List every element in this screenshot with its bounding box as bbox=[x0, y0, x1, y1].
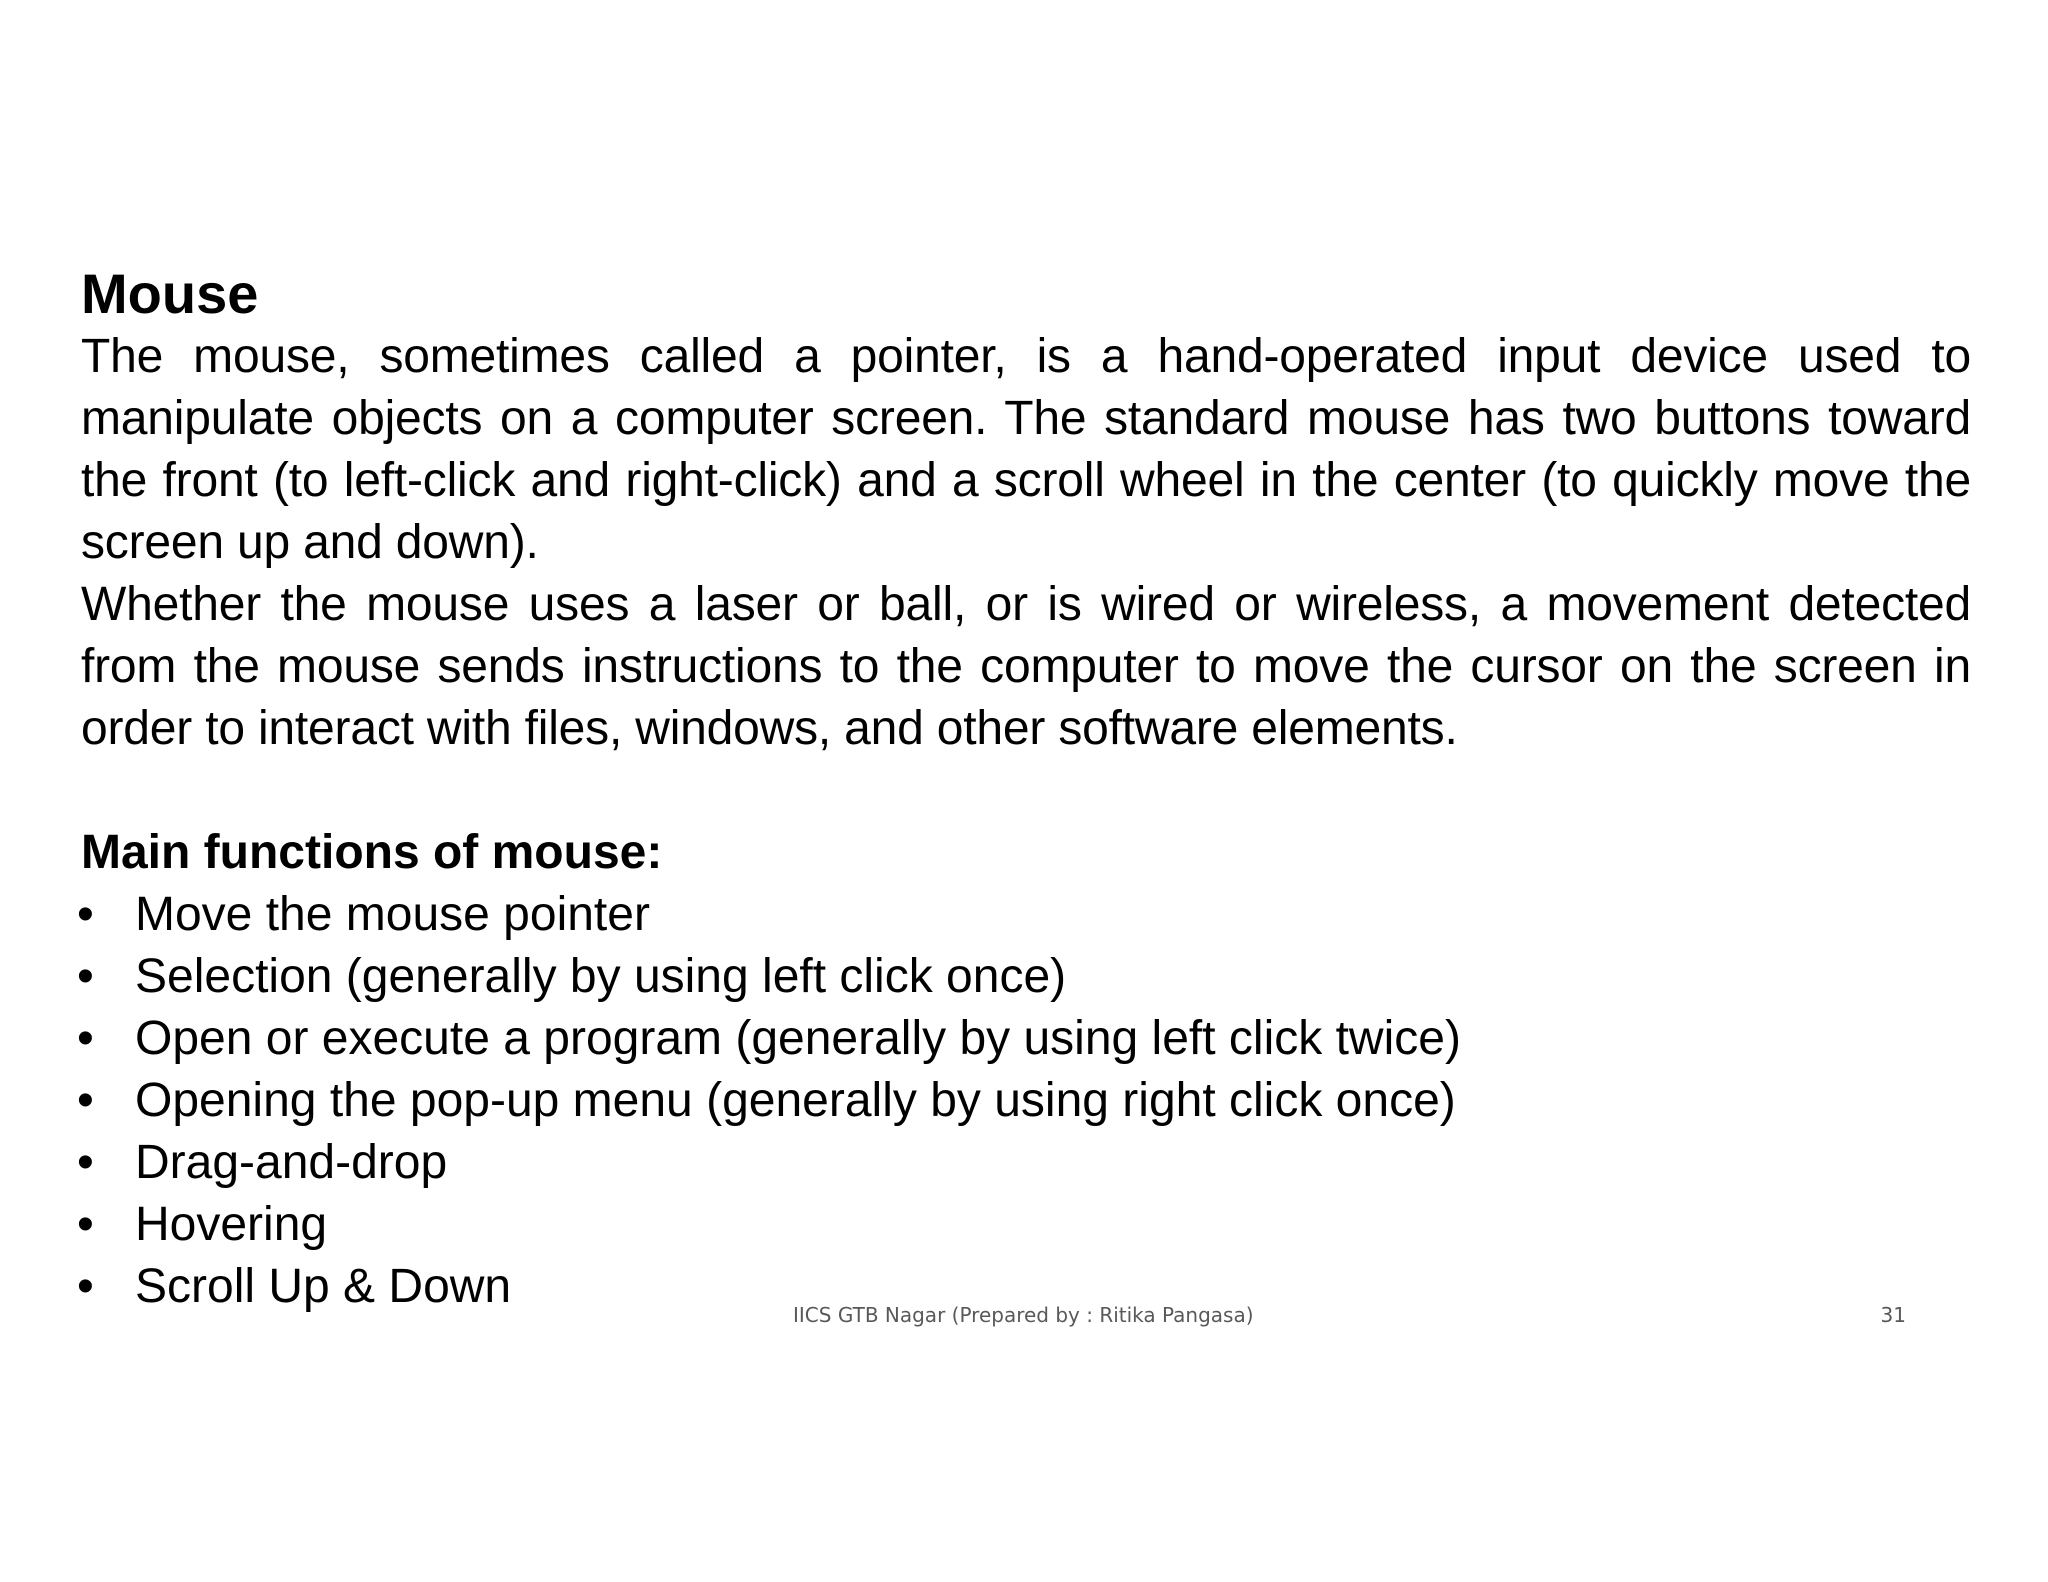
bullet-icon: • bbox=[77, 1260, 94, 1313]
page-number: 31 bbox=[1880, 1303, 1906, 1327]
bullet-icon: • bbox=[77, 888, 94, 941]
functions-list bbox=[77, 884, 1971, 1318]
list-item bbox=[77, 1008, 1971, 1070]
list-item bbox=[77, 946, 1971, 1008]
slide-title: Mouse bbox=[81, 262, 259, 325]
list-item-text: Move the mouse pointer bbox=[135, 888, 650, 941]
list-item-text: Hovering bbox=[135, 1198, 328, 1251]
section-subheading: Main functions of mouse: bbox=[81, 826, 663, 879]
bullet-icon: • bbox=[77, 1136, 94, 1189]
list-item-text: Opening the pop-up menu (generally by using right click once) bbox=[135, 1074, 1456, 1127]
list-item bbox=[77, 1194, 1971, 1256]
list-item-text: Scroll Up & Down bbox=[135, 1260, 512, 1313]
paragraph-description: The mouse, sometimes called a pointer, is a hand-operated input device used to manipulate objects on a computer screen. The standard mouse has two buttons toward the front (to left-click and right-click) and a scroll wheel in the center (to quickly move the screen up and down). bbox=[81, 330, 1971, 569]
list-item bbox=[77, 1132, 1971, 1194]
spacer bbox=[81, 760, 1971, 822]
bullet-icon: • bbox=[77, 1198, 94, 1251]
list-item-text: Selection (generally by using left click once) bbox=[135, 950, 1067, 1003]
footer-credit: IICS GTB Nagar (Prepared by : Ritika Pangasa) bbox=[793, 1303, 1254, 1327]
list-item bbox=[77, 1070, 1971, 1132]
bullet-icon: • bbox=[77, 950, 94, 1003]
bullet-icon: • bbox=[77, 1074, 94, 1127]
list-item-text: Drag-and-drop bbox=[135, 1136, 448, 1189]
paragraph-movement: Whether the mouse uses a laser or ball, or is wired or wireless, a movement detected from the mouse sends instructions to the computer to move the cursor on the screen in order to interact with files, windows, and other software elements. bbox=[81, 578, 1971, 755]
list-item-text: Open or execute a program (generally by using left click twice) bbox=[135, 1012, 1461, 1065]
bullet-icon: • bbox=[77, 1012, 94, 1065]
slide-content bbox=[77, 262, 1971, 1318]
list-item bbox=[77, 884, 1971, 946]
